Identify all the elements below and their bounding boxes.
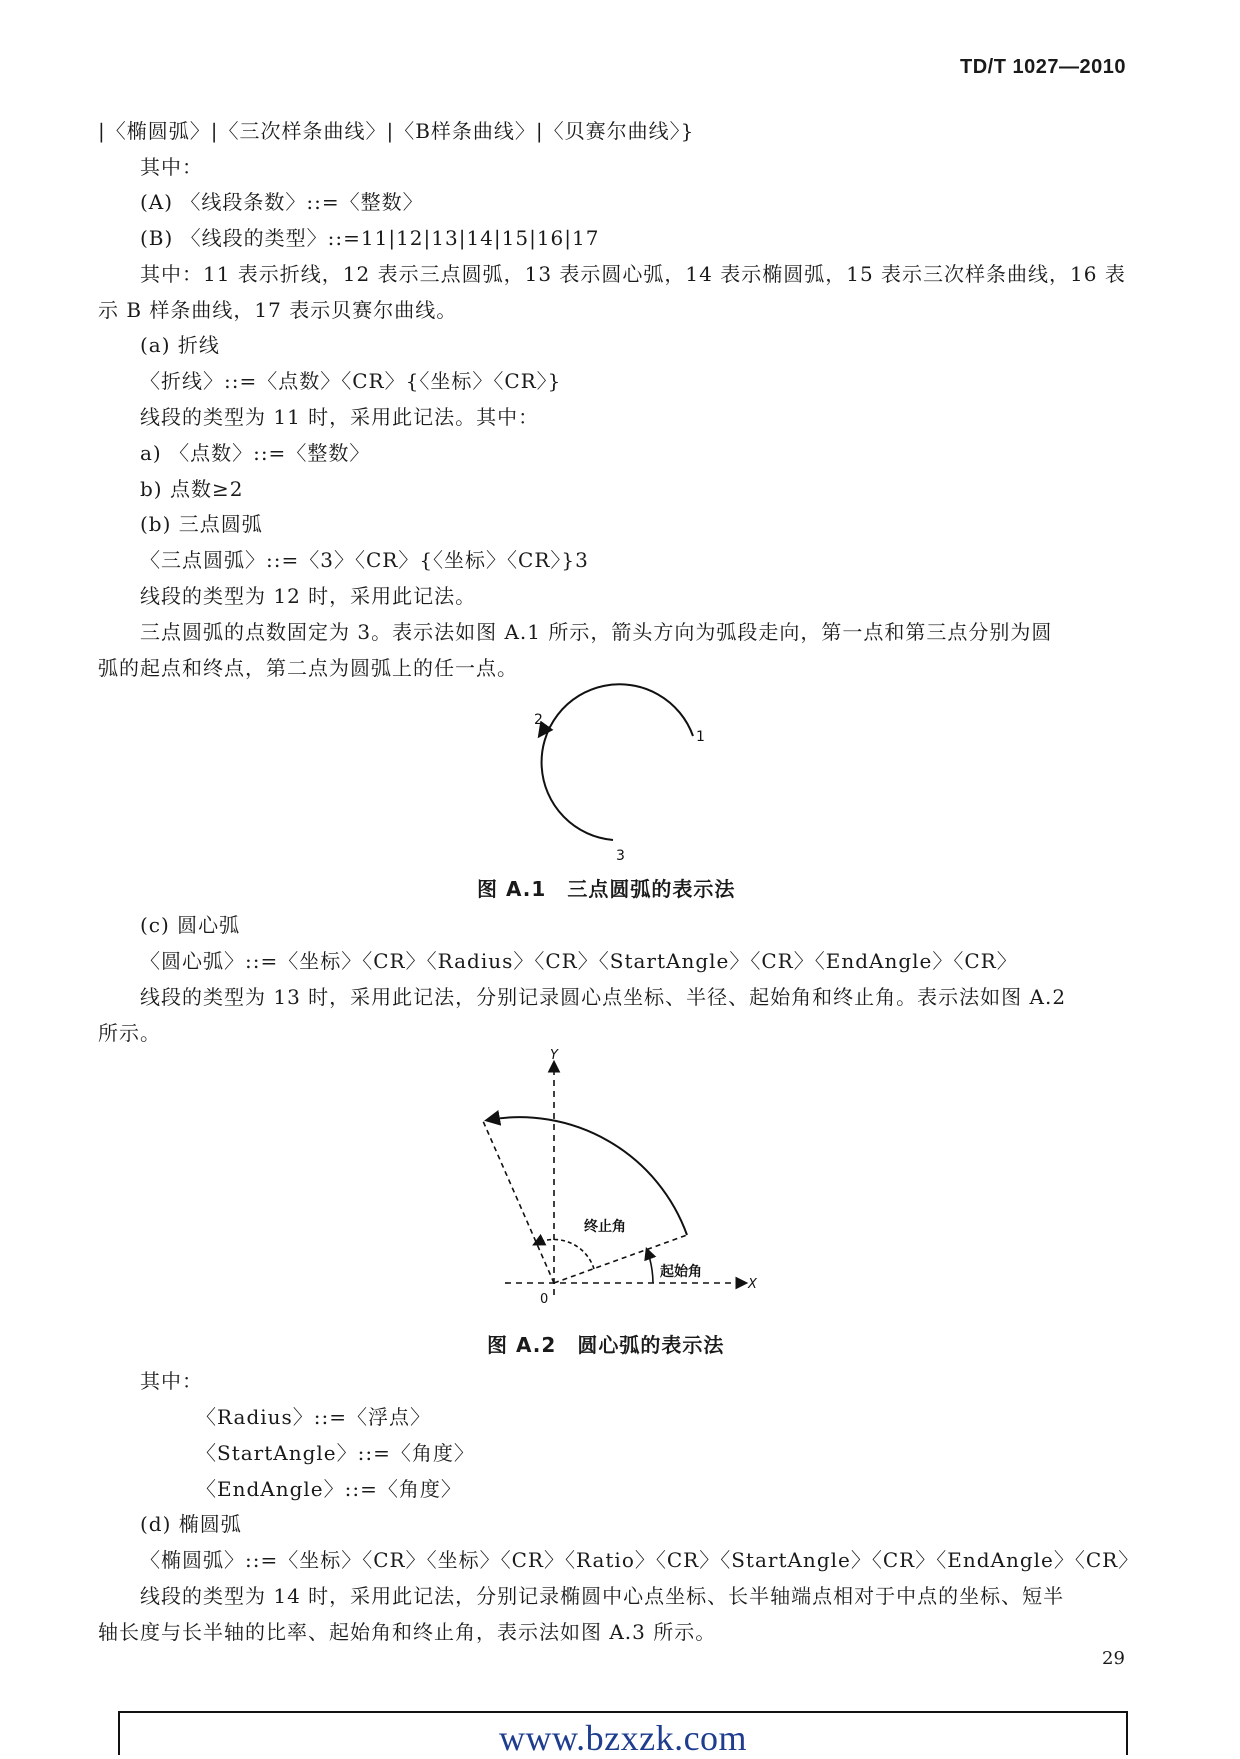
- definition-line: 〈EndAngle〉::=〈角度〉: [196, 1477, 462, 1501]
- body-line: 〈折线〉::=〈点数〉〈CR〉{〈坐标〉〈CR〉}: [140, 369, 562, 393]
- section-heading: (d) 椭圆弧: [140, 1512, 242, 1536]
- center-arc: [488, 1117, 687, 1235]
- body-line: 其中：: [140, 1369, 203, 1393]
- definition-line: 〈Radius〉::=〈浮点〉: [196, 1405, 432, 1429]
- body-line: 线段的类型为 12 时，采用此记法。: [140, 584, 477, 608]
- end-radius-line: [483, 1121, 554, 1283]
- figure-caption: 图 A.2 圆心弧的表示法: [487, 1333, 725, 1357]
- body-line: 所示。: [98, 1021, 161, 1045]
- point-label-3: 3: [616, 848, 625, 864]
- body-line: 示 B 样条曲线，17 表示贝赛尔曲线。: [98, 298, 458, 322]
- body-line: 线段的类型为 13 时，采用此记法，分别记录圆心点坐标、半径、起始角和终止角。表示法如图 A.2: [140, 985, 1067, 1009]
- arc-direction-arrow-icon: [540, 728, 545, 735]
- figure-a2-center-arc: [480, 1045, 780, 1305]
- body-line: 线段的类型为 11 时，采用此记法。其中：: [140, 405, 540, 429]
- body-line: 其中：11 表示折线，12 表示三点圆弧，13 表示圆心弧，14 表示椭圆弧，15 表示三次样条曲线，16 表: [140, 262, 1126, 286]
- body-line: 弧的起点和终点，第二点为圆弧上的任一点。: [98, 656, 518, 680]
- body-line: 其中：: [140, 155, 203, 179]
- body-line: 〈椭圆弧〉::=〈坐标〉〈CR〉〈坐标〉〈CR〉〈Ratio〉〈CR〉〈StartAngle〉〈CR〉〈EndAngle〉〈CR〉: [140, 1548, 1140, 1572]
- origin-label: 0: [540, 1292, 549, 1307]
- footer-watermark-box: [118, 1711, 1128, 1758]
- body-line: (B) 〈线段的类型〉::=11|12|13|14|15|16|17: [140, 226, 600, 250]
- section-heading: (b) 三点圆弧: [140, 512, 263, 536]
- body-line: 三点圆弧的点数固定为 3。表示法如图 A.1 所示，箭头方向为弧段走向，第一点和第三点分别为圆: [140, 620, 1053, 644]
- list-item: b) 点数≥2: [140, 477, 244, 501]
- definition-line: 〈StartAngle〉::=〈角度〉: [196, 1441, 475, 1465]
- end-angle-label: 终止角: [584, 1219, 626, 1235]
- x-axis-label: X: [748, 1277, 757, 1292]
- figure-a1-three-point-arc: [520, 690, 720, 870]
- section-heading: (c) 圆心弧: [140, 913, 241, 937]
- body-line: 〈三点圆弧〉::=〈3〉〈CR〉{〈坐标〉〈CR〉}3: [140, 548, 589, 572]
- body-line: (A) 〈线段条数〉::=〈整数〉: [140, 190, 424, 214]
- figure-caption: 图 A.1 三点圆弧的表示法: [477, 877, 736, 901]
- body-line: |〈椭圆弧〉|〈三次样条曲线〉|〈B样条曲线〉|〈贝赛尔曲线〉}: [98, 119, 695, 143]
- three-point-arc: [542, 684, 693, 840]
- list-item: a) 〈点数〉::=〈整数〉: [140, 441, 371, 465]
- page-number: 29: [1102, 1648, 1125, 1669]
- y-axis-label: Y: [550, 1048, 558, 1063]
- footer-url-link[interactable]: www.bzxzk.com: [498, 1718, 748, 1758]
- start-angle-arc: [647, 1250, 653, 1283]
- body-line: 线段的类型为 14 时，采用此记法，分别记录椭圆中心点坐标、长半轴端点相对于中点的坐标、短半: [140, 1584, 1065, 1608]
- point-label-1: 1: [696, 729, 705, 745]
- section-heading: (a) 折线: [140, 333, 220, 357]
- end-angle-arc: [535, 1240, 594, 1269]
- body-line: 轴长度与长半轴的比率、起始角和终止角，表示法如图 A.3 所示。: [98, 1620, 717, 1644]
- standard-number: TD/T 1027—2010: [960, 56, 1126, 78]
- point-label-2: 2: [534, 712, 543, 728]
- body-line: 〈圆心弧〉::=〈坐标〉〈CR〉〈Radius〉〈CR〉〈StartAngle〉〈CR〉〈EndAngle〉〈CR〉: [140, 949, 1018, 973]
- start-angle-label: 起始角: [660, 1264, 702, 1280]
